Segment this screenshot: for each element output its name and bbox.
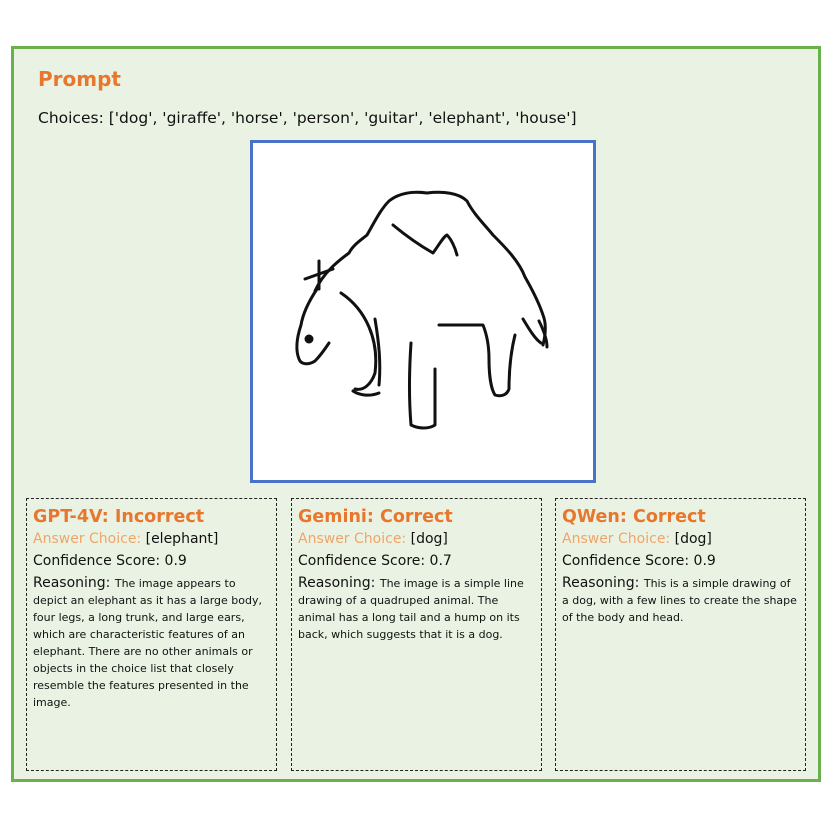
reasoning-text: The image appears to depict an elephant as it has a large body, four legs, a long trunk, and large ears, which are characteristic features of an elephant. There are no other animals or objects in the choice list that closely resemble the features presented in the image. <box>33 577 263 709</box>
reasoning <box>562 575 799 626</box>
answer-choice <box>33 531 270 547</box>
confidence-score: Confidence Score: 0.9 <box>562 553 716 569</box>
model-result-title: GPT-4V: Incorrect <box>33 507 205 527</box>
reasoning-text: This is a simple drawing of a dog, with a few lines to create the shape of the body and head. <box>562 577 797 624</box>
sketch-hump-line <box>393 225 457 255</box>
confidence-score: Confidence Score: 0.7 <box>298 553 452 569</box>
model-card-gpt4v <box>26 498 277 771</box>
sketch-belly-line <box>439 325 489 359</box>
prompt-panel <box>11 46 821 782</box>
answer-choice-value: [elephant] <box>141 531 219 547</box>
prompt-title: Prompt <box>38 67 121 91</box>
answer-choice-label: Answer Choice: <box>562 531 671 547</box>
reasoning-text: The image is a simple line drawing of a quadruped animal. The animal has a long tail and a hump on its back, which suggests that it is a dog. <box>298 577 524 641</box>
reasoning <box>33 575 270 711</box>
sketch-image <box>250 140 596 483</box>
answer-choice-value: [dog] <box>670 531 712 547</box>
sketch-ear-line <box>341 293 376 389</box>
reasoning-label: Reasoning: <box>33 575 115 591</box>
model-result-title: QWen: Correct <box>562 507 706 527</box>
answer-choice-label: Answer Choice: <box>33 531 142 547</box>
answer-choice-value: [dog] <box>406 531 448 547</box>
dog-sketch-drawing <box>253 143 593 480</box>
sketch-front-leg-line <box>353 319 435 428</box>
sketch-hind-leg-line <box>489 319 541 396</box>
model-result-title: Gemini: Correct <box>298 507 453 527</box>
sketch-back-line <box>315 192 545 345</box>
reasoning-label: Reasoning: <box>562 575 644 591</box>
sketch-cross-line <box>305 261 333 289</box>
reasoning <box>298 575 535 643</box>
reasoning-label: Reasoning: <box>298 575 380 591</box>
choices-list: Choices: ['dog', 'giraffe', 'horse', 'person', 'guitar', 'elephant', 'house'] <box>38 109 577 127</box>
model-card-qwen <box>555 498 806 771</box>
model-card-gemini <box>291 498 542 771</box>
answer-choice <box>298 531 535 547</box>
answer-choice <box>562 531 799 547</box>
sketch-head-line <box>297 289 329 364</box>
answer-choice-label: Answer Choice: <box>298 531 407 547</box>
sketch-eye <box>306 336 312 342</box>
confidence-score: Confidence Score: 0.9 <box>33 553 187 569</box>
